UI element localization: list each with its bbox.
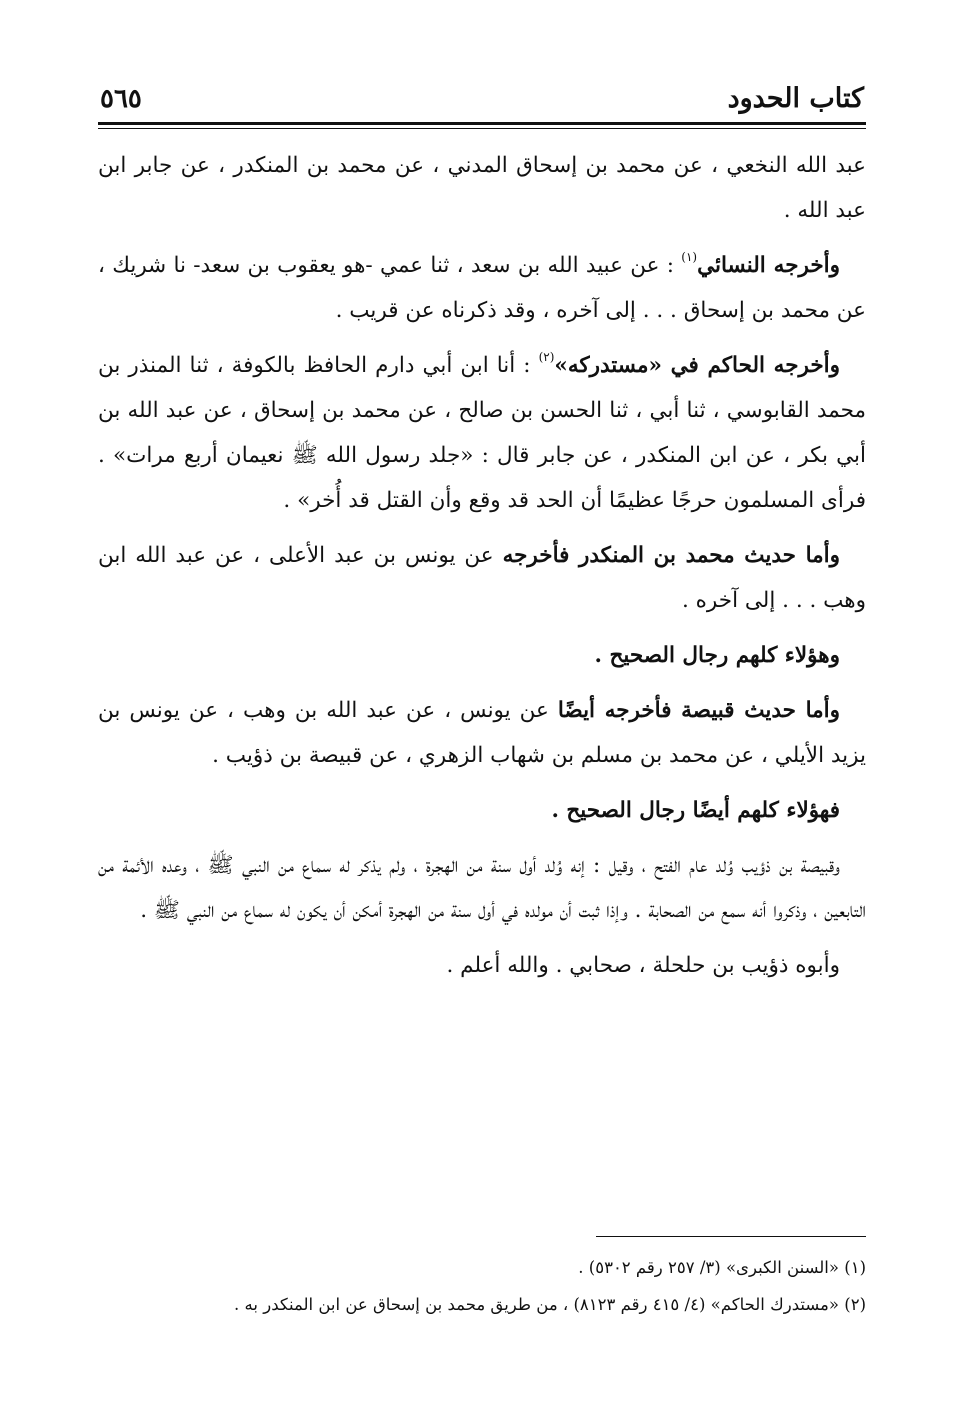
paragraph-5: وهؤلاء كلهم رجال الصحيح . — [594, 643, 840, 668]
page-header — [98, 62, 866, 112]
paragraph-2 — [98, 243, 866, 333]
paragraph-2-lead: وأخرجه النسائي — [697, 253, 840, 278]
paragraph-9: وأبوه ذؤيب بن حلحلة ، صحابي . والله أعلم . — [446, 953, 840, 978]
paragraph-2-text: : عن عبيد الله بن سعد ، ثنا عمي -هو يعقوب بن سعد- نا شريك ، عن محمد بن إسحاق . . . إلى آخره ، وقد ذكرناه عن قريب . — [98, 253, 866, 323]
paragraph-8: وقبيصة بن ذؤيب وُلد عام الفتح ، وقيل : إنه وُلد أول سنة من الهجرة ، ولم يذكر له سماع من النبي ﷺ ، وعده الأئمة من التابعين ، وذكروا أنه سمع من الصحابة . وإذا ثبت أن مولده في أول سنة من الهجرة أمكن أن يكون له سماع من النبي ﷺ . — [98, 853, 866, 923]
footnote-2: (٢) «مستدرك الحاكم» (٤/ ٤١٥ رقم ٨١٢٣) ، من طريق محمد بن إسحاق عن ابن المنكدر به . — [234, 1295, 866, 1314]
paragraph-6-text: عن يونس ، عن عبد الله بن وهب ، عن يونس بن يزيد الأيلي ، عن محمد بن مسلم بن شهاب الزهري ، عن قبيصة بن ذؤيب . — [98, 698, 866, 768]
paragraph-4 — [98, 533, 866, 623]
header-rule-thin — [98, 128, 866, 129]
footnote-rule — [596, 1236, 866, 1237]
footnotes — [98, 1236, 866, 1323]
paragraph-3-text: : أنا ابن أبي دارم الحافظ بالكوفة ، ثنا المنذر بن محمد القابوسي ، ثنا أبي ، ثنا الحسن بن صالح ، عن محمد بن إسحاق ، عن عبد الله بن أبي بكر ، عن ابن المنكدر ، عن جابر قال : «جلد رسول الله ﷺ نعيمان أربع مرات» . فرأى المسلمون حرجًا عظيمًا أن الحد قد وقع وأن القتل قد أُخر» . — [98, 353, 866, 513]
header-rule-thick — [98, 122, 866, 125]
footnote-ref-1[interactable]: (١) — [681, 250, 698, 264]
paragraph-6-lead: وأما حديث قبيصة فأخرجه أيضًا — [557, 698, 840, 723]
page — [98, 62, 866, 998]
paragraph-4-text: عن يونس بن عبد الأعلى ، عن عبد الله ابن وهب . . . إلى آخره . — [98, 543, 866, 613]
paragraph-1: عبد الله النخعي ، عن محمد بن إسحاق المدني ، عن محمد بن المنكدر ، عن جابر ابن عبد الله . — [98, 153, 866, 223]
footnote-1: (١) «السنن الكبرى» (٣/ ٢٥٧ رقم ٥٣٠٢) . — [578, 1258, 866, 1277]
running-title: كتاب الحدود — [727, 83, 864, 114]
page-number: ٥٦٥ — [100, 84, 142, 114]
paragraph-3 — [98, 343, 866, 523]
paragraph-3-lead: وأخرجه الحاكم في «مستدركه» — [554, 353, 841, 378]
paragraph-6 — [98, 688, 866, 778]
paragraph-7: فهؤلاء كلهم أيضًا رجال الصحيح . — [551, 798, 840, 823]
paragraph-4-lead: وأما حديث محمد بن المنكدر فأخرجه — [502, 543, 840, 568]
footnote-ref-2[interactable]: (٢) — [538, 350, 555, 364]
page-body — [98, 143, 866, 988]
